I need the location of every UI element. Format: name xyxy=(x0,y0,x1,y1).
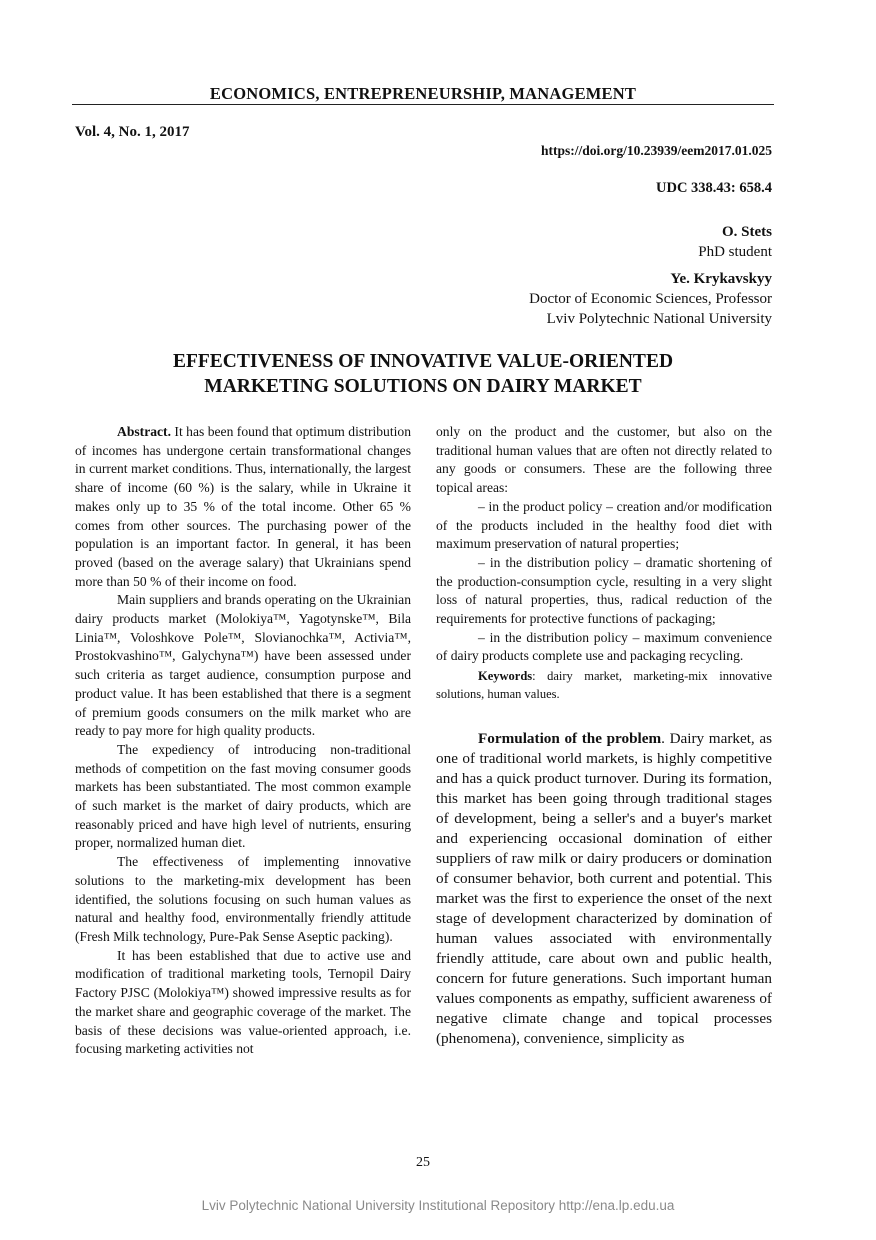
author-affiliation: Lviv Polytechnic National University xyxy=(546,311,772,327)
author-affiliation: Doctor of Economic Sciences, Professor xyxy=(529,291,772,307)
author-affiliation: PhD student xyxy=(698,244,772,260)
abstract-paragraph xyxy=(75,423,411,591)
title-line: MARKETING SOLUTIONS ON DAIRY MARKET xyxy=(204,376,642,397)
left-column xyxy=(75,423,411,1059)
udc-code: UDC 338.43: 658.4 xyxy=(656,180,772,196)
paper-title xyxy=(72,349,774,399)
right-column xyxy=(436,423,772,1049)
journal-header: ECONOMICS, ENTREPRENEURSHIP, MANAGEMENT xyxy=(209,84,637,103)
abstract-paragraph: only on the product and the customer, but also on the traditional human values that are often not directly related to any goods or consumers. These are the following three topical areas: xyxy=(436,424,772,496)
problem-text: . Dairy market, as one of traditional world markets, is highly competitive and has a quick product turnover. During its formation, this market has been going through traditional stages of development, being a seller's and a buyer's market and experiencing occasional domination of either suppliers of raw milk or dairy producers or domination of consumer behavior, both current and potential. This market was the first to experience the onset of the next stage of development characterized by domination of human values associated with environmentally friendly attitude, care about own and public health, concern for future generations. Such important human values components as empathy, sufficient awareness of negative climate change and topical processes (phenomena), convenience, simplicity as xyxy=(436,730,772,1048)
keywords xyxy=(436,667,772,703)
abstract-text: It has been found that optimum distribution of incomes has undergone certain transformational changes in current market conditions. Thus, internationally, the largest share of income (60 %) is the salary, while in Ukraine it makes only up to 35 % of the total income. Other 65 % comes from other sources. The purchasing power of the population is an important factor. In general, it has been proved (based on the average salary) that Ukrainians spend more than 50 % of their income on food. xyxy=(75,424,411,589)
abstract-paragraph: It has been established that due to active use and modification of traditional marketing tools, Ternopil Dairy Factory PJSC (Molokiya™) showed impressive results as for the market share and geographic coverage of the market. The basis of these decisions was value-oriented approach, i.e. focusing marketing activities not xyxy=(75,947,411,1057)
title-line: EFFECTIVENESS OF INNOVATIVE VALUE-ORIENTED xyxy=(172,351,674,372)
abstract-paragraph: The effectiveness of implementing innovative solutions to the marketing-mix development has been identified, the solutions focusing on such human values as natural and healthy food, environmentally friendly attitude (Fresh Milk technology, Pure-Pak Sense Aseptic packing). xyxy=(75,854,411,944)
keywords-text: : dairy market, marketing-mix innovative solutions, human values. xyxy=(436,669,772,702)
volume-info: Vol. 4, No. 1, 2017 xyxy=(75,124,190,140)
author-name: Ye. Krykavskyy xyxy=(670,271,772,287)
abstract-label: Abstract. xyxy=(117,424,171,439)
doi-link[interactable]: https://doi.org/10.23939/eem2017.01.025 xyxy=(541,143,772,158)
abstract-paragraph: Main suppliers and brands operating on the Ukrainian dairy products market (Molokiya™, Yagotynske™, Bila Linia™, Voloshkove Pole™, Slovianochka™, Activia™, Prostokvashino™, Galychyna™) have been assessed under such criteria as target audience, consumption purpose and product value. It has been established that there is a segment of premium goods consumers on the milk market who are ready to pay more for high quality products. xyxy=(75,592,411,739)
abstract-list-item: – in the product policy – creation and/or modification of the products included in the healthy food diet with maximum preservation of natural properties; xyxy=(436,498,772,552)
repository-footer[interactable]: Lviv Polytechnic National University Institutional Repository http://ena.lp.edu.ua xyxy=(201,1198,675,1213)
keywords-label: Keywords xyxy=(478,669,533,684)
problem-section xyxy=(436,729,772,1049)
header-rule xyxy=(72,104,774,105)
author-name: O. Stets xyxy=(722,224,772,240)
problem-heading: Formulation of the problem xyxy=(478,730,662,748)
abstract-list-item: – in the distribution policy – dramatic shortening of the production-consumption cycle, resulting in a very slight loss of natural properties, thus, radical reduction of the requirements for protective functions of packaging; xyxy=(436,554,772,627)
page-number: 25 xyxy=(416,1155,430,1170)
abstract-paragraph: The expediency of introducing non-traditional methods of competition on the fast moving consumer goods markets has been substantiated. The most common example of such market is the market of dairy products, which are reasonably priced and have high level of nutrients, ensuring proper, normalized human diet. xyxy=(75,741,411,851)
authors-block xyxy=(529,222,772,329)
abstract-list-item: – in the distribution policy – maximum convenience of dairy products complete use and packaging recycling. xyxy=(436,629,772,664)
